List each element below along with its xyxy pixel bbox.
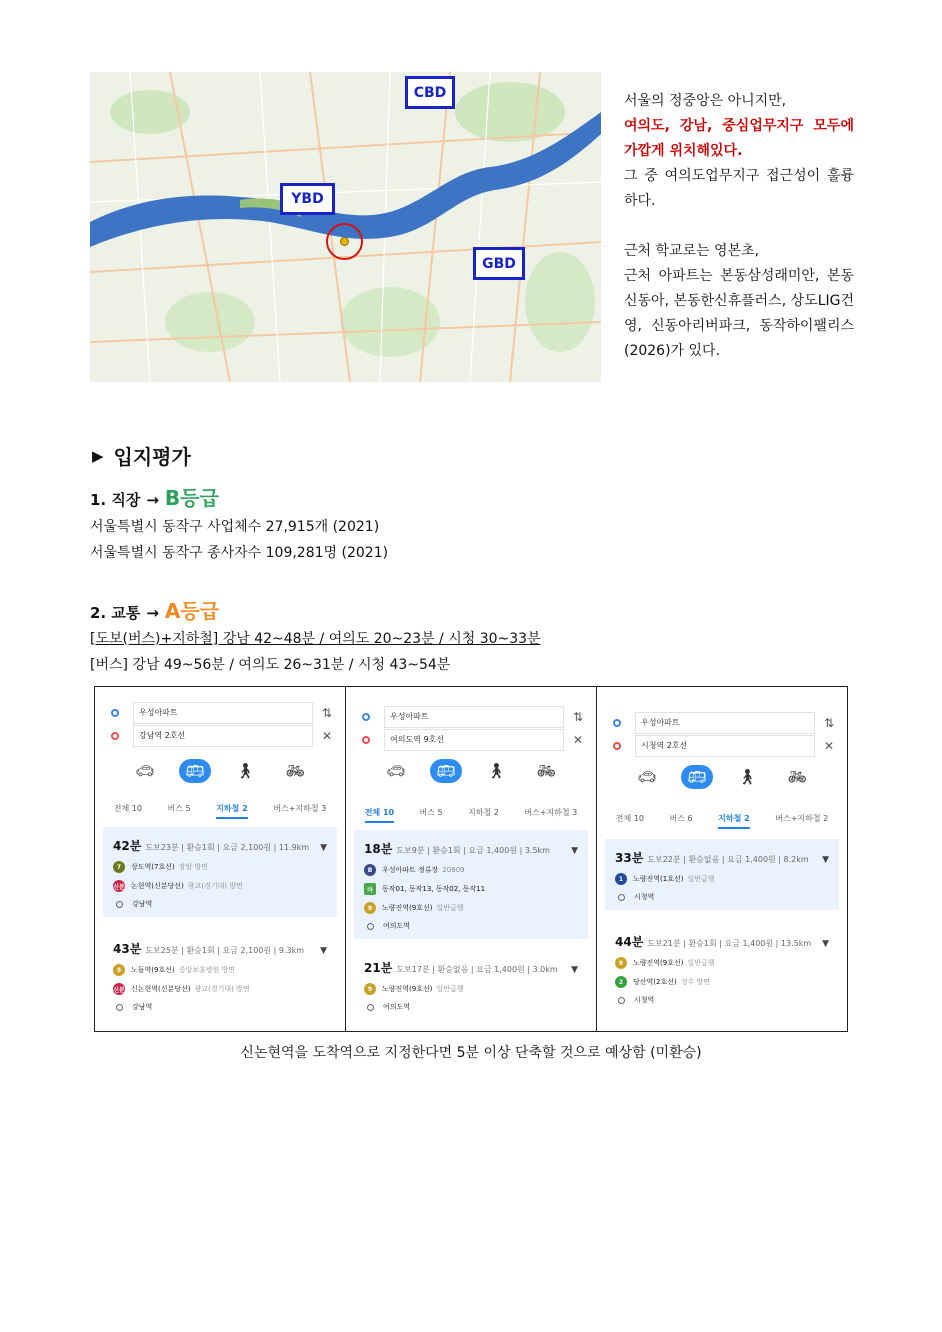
route-panel-yeouido bbox=[346, 687, 597, 1031]
caption: 신논현역을 도착역으로 지정한다면 5분 이상 단축할 것으로 예상함 (미환승) bbox=[240, 1045, 702, 1061]
line-badge: 2 bbox=[615, 976, 627, 988]
chevron-down-icon[interactable]: ▼ bbox=[320, 843, 327, 853]
step-sub: 일반급행 bbox=[436, 985, 464, 993]
tab-bus[interactable]: 버스 5 bbox=[419, 808, 443, 817]
step-name: 우성아파트 정류장 bbox=[382, 866, 439, 874]
item1-heading bbox=[90, 482, 219, 511]
destination-dot-icon bbox=[618, 894, 625, 901]
car-icon[interactable]: 🚗︎ bbox=[637, 768, 657, 786]
line-badge: 1 bbox=[615, 873, 627, 885]
item1-grade: B등급 bbox=[164, 486, 219, 510]
route-screenshots bbox=[94, 686, 848, 1032]
desc-line-3: 그 중 여의도업무지구 접근성이 훌륭하다. bbox=[624, 168, 854, 209]
tab-bus-subway[interactable]: 버스+지하철 3 bbox=[524, 808, 578, 817]
tab-bus[interactable]: 버스 6 bbox=[669, 814, 693, 823]
section-title-text: 입지평가 bbox=[113, 445, 191, 469]
step-sub: 20809 bbox=[442, 866, 465, 874]
destination-dot-icon bbox=[618, 997, 625, 1004]
route-meta: 도보23분 | 환승1회 | 요금 2,100원 | 11.9km bbox=[145, 843, 310, 852]
close-icon[interactable]: ✕ bbox=[823, 738, 835, 753]
destination-pin-icon bbox=[111, 732, 119, 740]
route-panel-cityhall bbox=[597, 687, 847, 1031]
chevron-down-icon[interactable]: ▼ bbox=[571, 965, 578, 975]
tab-subway[interactable]: 지하철 2 bbox=[718, 813, 750, 829]
swap-icon[interactable]: ⇅ bbox=[572, 709, 584, 724]
route-minutes: 42분 bbox=[113, 839, 142, 853]
bike-icon[interactable]: 🚲︎ bbox=[536, 762, 556, 780]
line-badge: 신분 bbox=[113, 880, 125, 892]
route-card[interactable] bbox=[103, 827, 337, 917]
destination-pin-icon bbox=[362, 736, 370, 744]
ybd-label: YBD bbox=[280, 183, 335, 215]
route-minutes: 43분 bbox=[113, 942, 142, 956]
route-card[interactable] bbox=[103, 930, 337, 1020]
line-badge: 7 bbox=[113, 861, 125, 873]
chevron-down-icon[interactable]: ▼ bbox=[822, 939, 829, 949]
destination-dot-icon bbox=[116, 1004, 123, 1011]
arrow-icon: → bbox=[146, 491, 159, 509]
route-minutes: 18분 bbox=[364, 842, 393, 856]
tab-subway[interactable]: 지하철 2 bbox=[468, 808, 499, 817]
tab-all[interactable]: 전체 10 bbox=[615, 814, 644, 823]
tab-bus-subway[interactable]: 버스+지하철 2 bbox=[775, 814, 829, 823]
route-meta: 도보21분 | 환승1회 | 요금 1,400원 | 13.5km bbox=[647, 939, 812, 948]
route-card[interactable] bbox=[605, 839, 839, 910]
step-name: 여의도역 bbox=[383, 922, 411, 930]
tab-all[interactable]: 전체 10 bbox=[113, 804, 142, 813]
bus-stop-badge: B bbox=[364, 864, 376, 876]
close-icon[interactable]: ✕ bbox=[321, 728, 333, 743]
step-sub: 장암 방면 bbox=[178, 863, 209, 871]
desc-line-1: 서울의 정중앙은 아니지만, bbox=[624, 93, 787, 109]
step-name: 여의도역 bbox=[383, 1003, 411, 1011]
line-badge: 9 bbox=[113, 964, 125, 976]
destination-input[interactable]: 강남역 2호선 bbox=[133, 725, 313, 747]
step-name: 노량진역(9호선) bbox=[633, 959, 684, 967]
triangle-icon: ▶ bbox=[92, 446, 104, 465]
bus-line-badge: 마 bbox=[364, 883, 376, 895]
tab-bus-subway[interactable]: 버스+지하철 3 bbox=[273, 804, 327, 813]
item2-line2: [버스] 강남 49~56분 / 여의도 26~31분 / 시청 43~54분 bbox=[90, 657, 451, 673]
step-sub: 광교(경기대) 방면 bbox=[187, 882, 243, 890]
step-name: 논현역(신분당선) bbox=[131, 882, 184, 890]
bike-icon[interactable]: 🚲︎ bbox=[787, 768, 807, 786]
step-sub: 일반급행 bbox=[436, 904, 464, 912]
origin-input[interactable]: 우성아파트 bbox=[635, 712, 815, 734]
item1-line2: 서울특별시 동작구 종사자수 109,281명 (2021) bbox=[90, 545, 389, 561]
route-card[interactable] bbox=[605, 923, 839, 1013]
chevron-down-icon[interactable]: ▼ bbox=[822, 855, 829, 865]
step-sub: 일반급행 bbox=[687, 875, 715, 883]
location-map bbox=[90, 72, 601, 382]
item2-line1: [도보(버스)+지하철] 강남 42~48분 / 여의도 20~23분 / 시청 30~33분 bbox=[90, 631, 541, 647]
desc-line-5: 근처 아파트는 본동삼성래미안, 본동신동아, 본동한신휴플러스, 상도LIG건영, 신동아리버파크, 동작하이팰리스(2026)가 있다. bbox=[624, 268, 854, 359]
gbd-label: GBD bbox=[473, 247, 525, 280]
origin-input[interactable]: 우성아파트 bbox=[384, 706, 564, 728]
close-icon[interactable]: ✕ bbox=[572, 732, 584, 747]
item1-label: 1. 직장 bbox=[90, 491, 141, 509]
tab-subway[interactable]: 지하철 2 bbox=[216, 803, 248, 819]
location-description bbox=[624, 89, 854, 364]
route-meta: 도보9분 | 환승1회 | 요금 1,400원 | 3.5km bbox=[396, 846, 550, 855]
route-minutes: 44분 bbox=[615, 935, 644, 949]
step-name: 노들역(9호선) bbox=[131, 966, 175, 974]
transit-icon[interactable]: 🚌︎ bbox=[179, 759, 211, 783]
item2-heading bbox=[90, 595, 219, 624]
destination-input[interactable]: 여의도역 9호선 bbox=[384, 729, 564, 751]
step-name: 시청역 bbox=[634, 893, 655, 901]
chevron-down-icon[interactable]: ▼ bbox=[571, 846, 578, 856]
car-icon[interactable]: 🚗︎ bbox=[135, 762, 155, 780]
swap-icon[interactable]: ⇅ bbox=[321, 705, 333, 720]
step-sub: 일반급행 bbox=[687, 959, 715, 967]
section-title bbox=[92, 441, 191, 470]
tab-all[interactable]: 전체 10 bbox=[365, 807, 394, 823]
item2-grade: A등급 bbox=[164, 599, 220, 623]
route-meta: 도보17분 | 환승없음 | 요금 1,400원 | 3.0km bbox=[396, 965, 558, 974]
route-meta: 도보22분 | 환승없음 | 요금 1,400원 | 8.2km bbox=[647, 855, 809, 864]
desc-highlight: 여의도, 강남, 중심업무지구 모두에 가깝게 위치해있다. bbox=[624, 118, 854, 159]
route-meta: 도보25분 | 환승1회 | 요금 2,100원 | 9.3km bbox=[145, 946, 305, 955]
walk-icon[interactable]: 🚶︎ bbox=[486, 762, 506, 780]
car-icon[interactable]: 🚗︎ bbox=[386, 762, 406, 780]
step-name: 노량진역(9호선) bbox=[382, 985, 433, 993]
step-name: 상도역(7호선) bbox=[131, 863, 175, 871]
transit-icon[interactable]: 🚌︎ bbox=[430, 759, 462, 783]
route-minutes: 33분 bbox=[615, 851, 644, 865]
line-badge: 9 bbox=[364, 902, 376, 914]
line-badge: 신분 bbox=[113, 983, 125, 995]
origin-input[interactable]: 우성아파트 bbox=[133, 702, 313, 724]
route-card[interactable] bbox=[354, 830, 588, 939]
chevron-down-icon[interactable]: ▼ bbox=[320, 946, 327, 956]
tab-bus[interactable]: 버스 5 bbox=[167, 804, 191, 813]
destination-input[interactable]: 시청역 2호선 bbox=[635, 735, 815, 757]
arrow-icon: → bbox=[146, 604, 159, 622]
cbd-label: CBD bbox=[405, 76, 455, 109]
step-name: 당산역(2호선) bbox=[633, 978, 677, 986]
site-marker-icon bbox=[340, 237, 349, 246]
step-name: 노량진역(1호선) bbox=[633, 875, 684, 883]
step-name: 노량진역(9호선) bbox=[382, 904, 433, 912]
route-panel-gangnam bbox=[95, 687, 346, 1031]
line-badge: 9 bbox=[615, 957, 627, 969]
bike-icon[interactable]: 🚲︎ bbox=[285, 762, 305, 780]
route-minutes: 21분 bbox=[364, 961, 393, 975]
step-name: 신논현역(신분당선) bbox=[131, 985, 191, 993]
step-sub: 광교(경기대) 방면 bbox=[194, 985, 250, 993]
walk-icon[interactable]: 🚶︎ bbox=[737, 768, 757, 786]
walk-icon[interactable]: 🚶︎ bbox=[235, 762, 255, 780]
step-sub: 성수 방면 bbox=[680, 978, 711, 986]
item1-line1: 서울특별시 동작구 사업체수 27,915개 (2021) bbox=[90, 519, 380, 535]
step-name: 시청역 bbox=[634, 996, 655, 1004]
origin-pin-icon bbox=[613, 719, 621, 727]
destination-pin-icon bbox=[613, 742, 621, 750]
origin-pin-icon bbox=[111, 709, 119, 717]
destination-dot-icon bbox=[116, 901, 123, 908]
destination-dot-icon bbox=[367, 923, 374, 930]
destination-dot-icon bbox=[367, 1004, 374, 1011]
step-name: 강남역 bbox=[132, 1003, 153, 1011]
line-badge: 9 bbox=[364, 983, 376, 995]
step-name: 강남역 bbox=[132, 900, 153, 908]
item2-label: 2. 교통 bbox=[90, 604, 141, 622]
route-card[interactable] bbox=[354, 949, 588, 1020]
desc-line-4: 근처 학교로는 영본초, bbox=[624, 243, 760, 259]
origin-pin-icon bbox=[362, 713, 370, 721]
transit-icon[interactable]: 🚌︎ bbox=[681, 765, 713, 789]
swap-icon[interactable]: ⇅ bbox=[823, 715, 835, 730]
step-name: 동작01, 동작13, 동작02, 동작11 bbox=[382, 885, 486, 893]
step-sub: 중앙보훈병원 방면 bbox=[178, 966, 236, 974]
